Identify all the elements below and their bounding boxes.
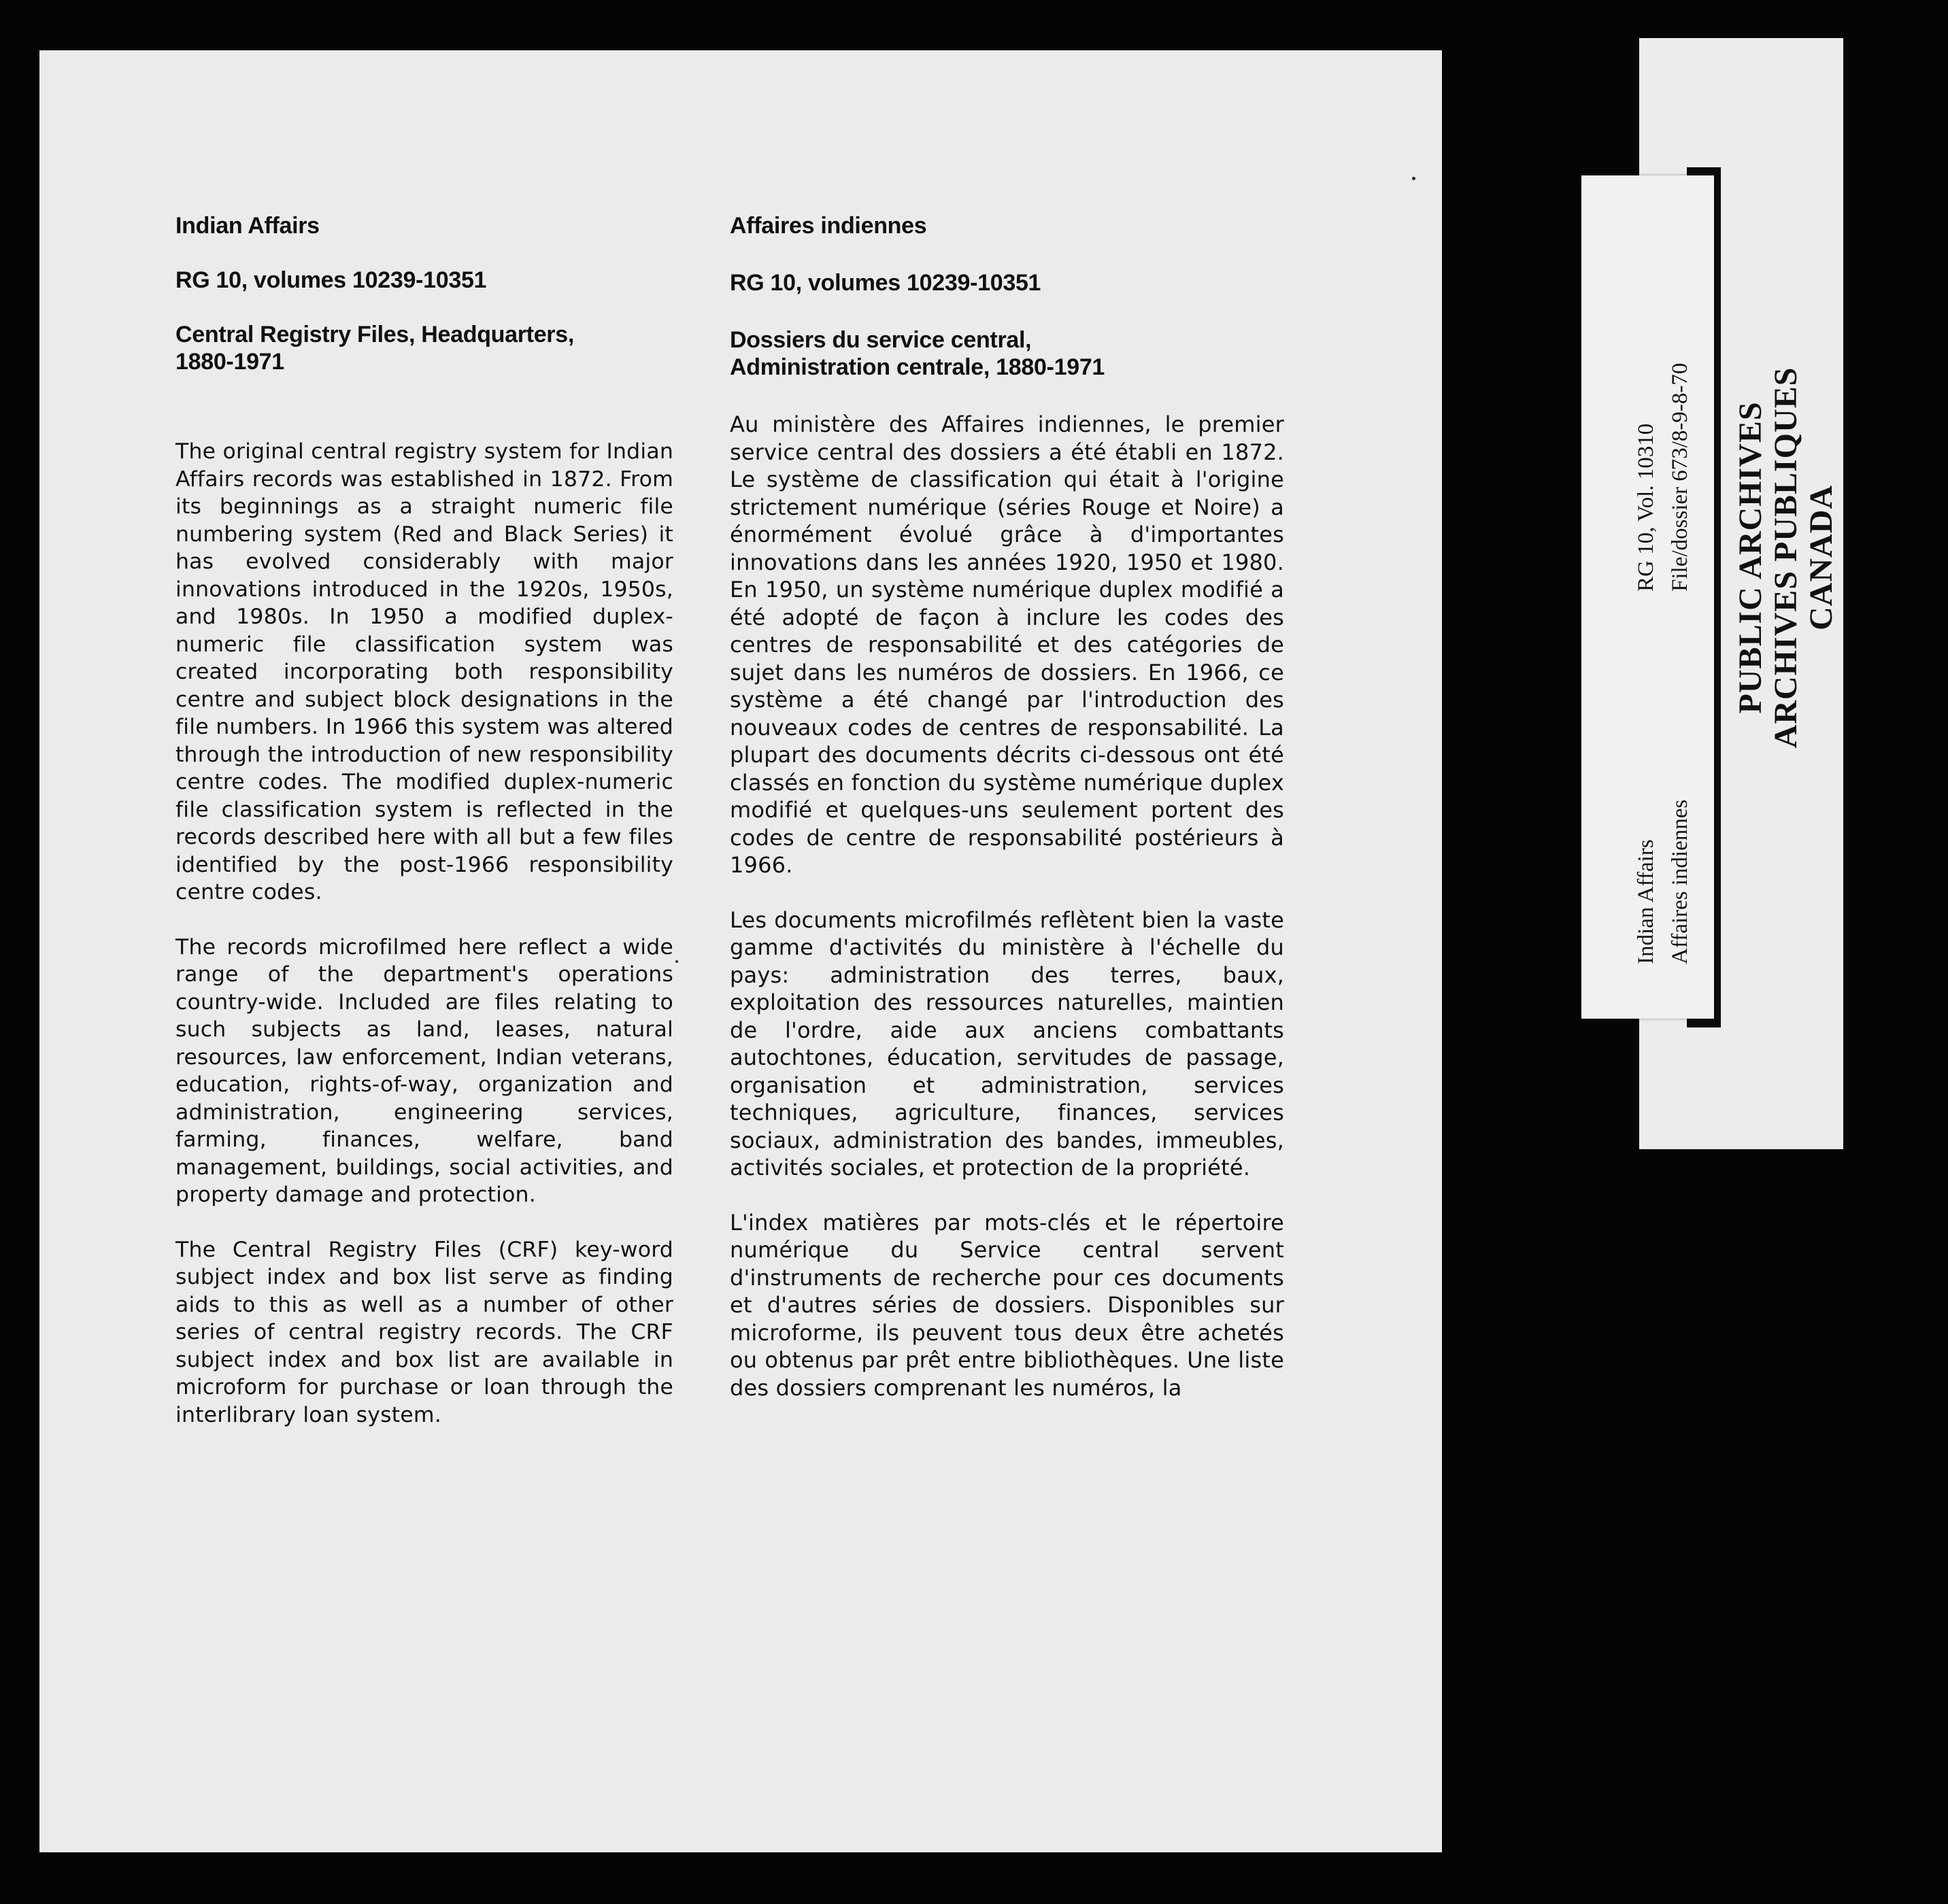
english-paragraph: The original central registry system for Indian Affairs records was established in 1872. From its beginnings as a straight numeric file numbering system (Red and Black Series) it has evolved considerably with major innovations introduced in the 1920s, 1950s, and 1980s. In 1950 a modified duplex-numeric file classification system was created incorporating both responsibility centre and subject block designations in the file numbers. In 1966 this system was altered through the introduction of new responsibility centre codes. The modified duplex-numeric file classification system is reflected in the records described here with all but a few files identified by the post-1966 responsibility centre codes. bbox=[175, 439, 673, 904]
english-column bbox=[175, 212, 673, 1456]
label-department-group bbox=[1629, 556, 1697, 964]
speck-mark bbox=[1412, 177, 1415, 180]
french-paragraph: Les documents microfilmés reflètent bien la vaste gamme d'activités du ministère à l'échelle du pays: administration des terres, baux, exploitation des ressources naturelles, maintien de l'ordre, aide aux anciens combattants autochtones, éducation, servitudes de passage, organisation et administration, services techniques, agriculture, finances, services sociaux, administration des bandes, immeubles, activités sociales, et protection de la propriété. bbox=[730, 906, 1284, 1180]
french-volumes-heading: RG 10, volumes 10239-10351 bbox=[730, 270, 1041, 296]
document-page bbox=[39, 50, 1442, 1852]
english-department-heading: Indian Affairs bbox=[175, 213, 320, 239]
label-reference-group bbox=[1629, 306, 1697, 592]
label-dept-en: Indian Affairs bbox=[1634, 839, 1658, 964]
stamp-line-3: CANADA bbox=[1803, 485, 1839, 630]
speck-mark bbox=[675, 960, 678, 963]
label-ref-volume: RG 10, Vol. 10310 bbox=[1634, 423, 1658, 592]
french-paragraph: L'index matières par mots-clés et le répertoire numérique du Service central servent d'instruments de recherche pour ces documents et d'autres séries de dossiers. Disponibles sur microforme, ils peuvent tous deux être achetés ou obtenus par prêt entre bibliothèques. Une liste des dossiers comprenant les numéros, la bbox=[730, 1209, 1284, 1401]
english-paragraph: The records microfilmed here reflect a wide range of the department's operations country-wide. Included are files relating to such subjects as land, leases, natural resources, law enforcement, Indian veterans, education, rights-of-way, organization and administration, engineering services, farming, finances, welfare, band management, buildings, social activities, and property damage and protection. bbox=[175, 934, 673, 1207]
english-volumes-heading: RG 10, volumes 10239-10351 bbox=[175, 267, 487, 293]
label-ref-file: File/dossier 673/8-9-8-70 bbox=[1668, 362, 1692, 592]
archive-reference-label bbox=[1581, 175, 1714, 1019]
english-title-heading: Central Registry Files, Headquarters, 1880-1971 bbox=[175, 322, 574, 375]
stamp-line-1: PUBLIC ARCHIVES bbox=[1732, 401, 1768, 714]
french-department-heading: Affaires indiennes bbox=[730, 213, 927, 239]
french-column bbox=[730, 212, 1284, 1429]
french-paragraph: Au ministère des Affaires indiennes, le premier service central des dossiers a été établi en 1872. Le système de classification qui était à l'origine strictement numérique (séries Rouge et Noire) a énormément évolué grâce à d'importantes innovations dans les années 1920, 1950 et 1980. En 1950, un système numérique duplex modifié a été adopté de façon à inclure les codes des centres de responsabilité et des catégories de sujet dans les numéros de dossiers. En 1966, ce système a été changé par l'introduction des nouveaux codes de centres de responsabilité. La plupart des documents décrits ci-dessous ont été classés en fonction du système numérique duplex modifié et quelques-uns seulement portent des codes de centre de responsabilité postérieurs à 1966. bbox=[730, 411, 1284, 878]
french-title-heading: Dossiers du service central, Administration centrale, 1880-1971 bbox=[730, 327, 1105, 380]
label-dept-fr: Affaires indiennes bbox=[1668, 799, 1692, 964]
stamp-line-2: ARCHIVES PUBLIQUES bbox=[1768, 367, 1804, 749]
public-archives-stamp bbox=[1733, 333, 1839, 782]
english-paragraph: The Central Registry Files (CRF) key-word subject index and box list serve as finding aids to this as well as a number of other series of central registry records. The CRF subject index and box list are available in microform for purchase or loan through the interlibrary loan system. bbox=[175, 1237, 673, 1427]
